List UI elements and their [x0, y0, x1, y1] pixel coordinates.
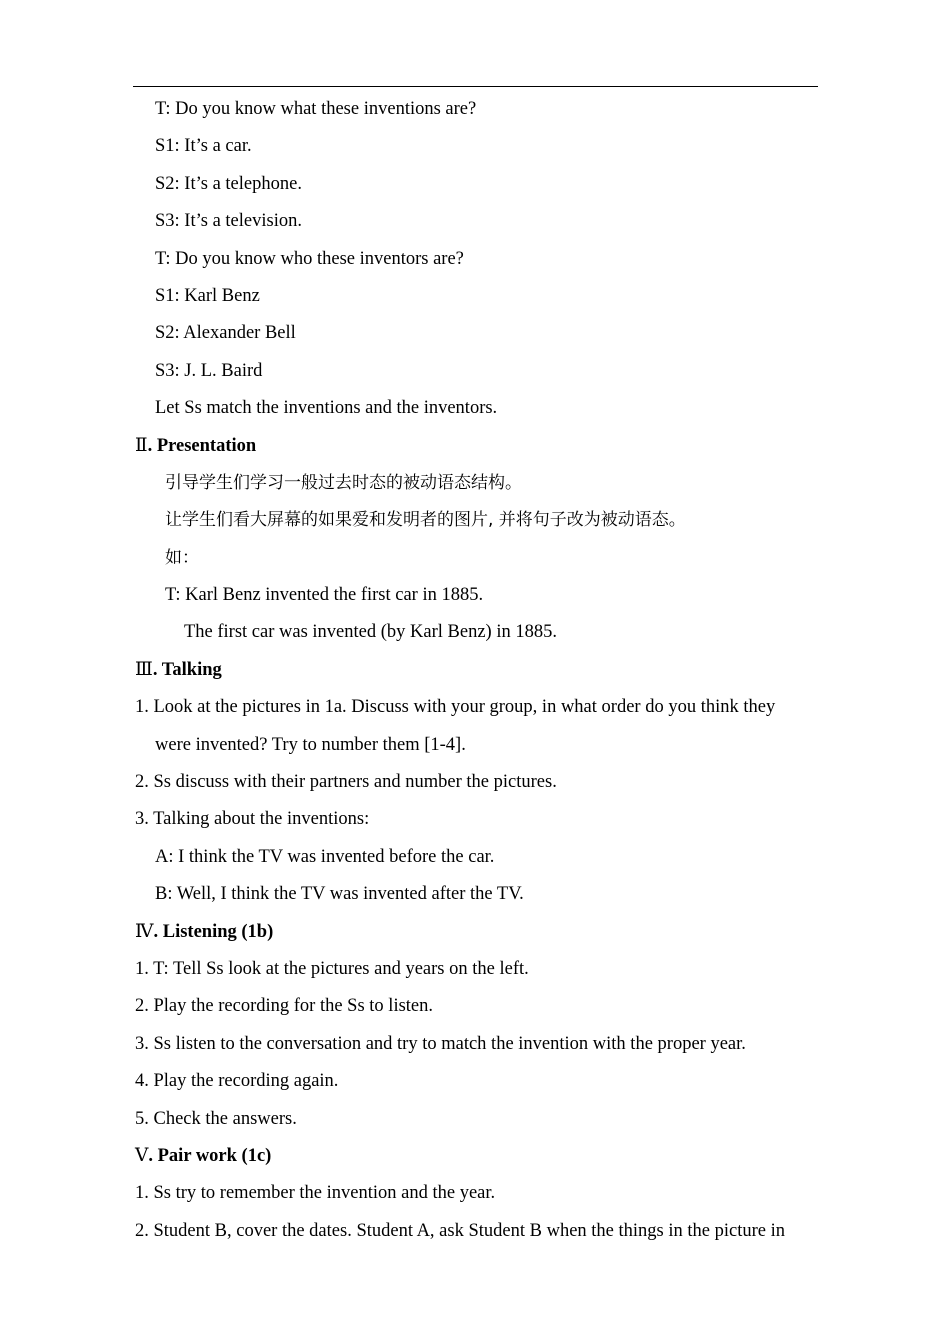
list-item: 4. Play the recording again. [135, 1071, 339, 1092]
section-heading-talking [0, 652, 950, 689]
example-sentence-active: T: Karl Benz invented the first car in 1885. [165, 585, 484, 606]
section-numeral: Ⅱ [135, 435, 148, 456]
list-item: 3. Ss listen to the conversation and try to match the invention with the proper year. [135, 1033, 746, 1054]
list-item: 2. Student B, cover the dates. Student A, ask Student B when the things in the picture in [135, 1220, 785, 1241]
presentation-line: 让学生们看大屏幕的如果爱和发明者的图片, 并将句子改为被动语态。 [165, 510, 686, 531]
dialog-line: B: Well, I think the TV was invented after the TV. [155, 884, 524, 905]
list-item: 2. Play the recording for the Ss to listen. [135, 996, 434, 1017]
example-sentence-passive: The first car was invented (by Karl Benz) in 1885. [184, 622, 557, 643]
presentation-line: 引导学生们学习一般过去时态的被动语态结构。 [165, 472, 522, 493]
section-heading-presentation [0, 428, 950, 465]
section-numeral: Ⅲ [135, 659, 153, 680]
header-rule [133, 86, 818, 87]
list-item: 3. Talking about the inventions: [135, 809, 370, 830]
section-title: . Pair work (1c) [148, 1145, 272, 1166]
intro-line: S2: Alexander Bell [155, 323, 296, 344]
section-numeral: Ⅴ [135, 1145, 149, 1166]
list-item: 1. T: Tell Ss look at the pictures and years on the left. [135, 958, 529, 979]
section-title: . Presentation [147, 435, 257, 456]
intro-line: S3: J. L. Baird [155, 360, 263, 381]
intro-line: Let Ss match the inventions and the inventors. [155, 398, 498, 419]
list-item-continuation: were invented? Try to number them [1-4]. [155, 734, 466, 755]
intro-line: T: Do you know who these inventors are? [155, 248, 464, 269]
document-body [0, 91, 950, 1250]
intro-line: S2: It’s a telephone. [155, 173, 302, 194]
section-heading-listening [0, 914, 950, 951]
intro-line: S1: Karl Benz [155, 285, 260, 306]
intro-line: S3: It’s a television. [155, 211, 302, 232]
intro-line: T: Do you know what these inventions are? [155, 99, 477, 119]
intro-line: S1: It’s a car. [155, 136, 252, 157]
list-item: 5. Check the answers. [135, 1108, 297, 1129]
section-heading-pair-work [0, 1138, 950, 1175]
section-title: . Listening (1b) [153, 921, 274, 942]
presentation-line: 如： [165, 547, 199, 568]
section-numeral: Ⅳ [135, 921, 154, 942]
dialog-line: A: I think the TV was invented before the car. [155, 846, 495, 867]
list-item: 2. Ss discuss with their partners and number the pictures. [135, 772, 557, 793]
list-item: 1. Look at the pictures in 1a. Discuss with your group, in what order do you think they [135, 697, 776, 718]
section-title: . Talking [152, 659, 222, 680]
list-item: 1. Ss try to remember the invention and the year. [135, 1183, 496, 1204]
